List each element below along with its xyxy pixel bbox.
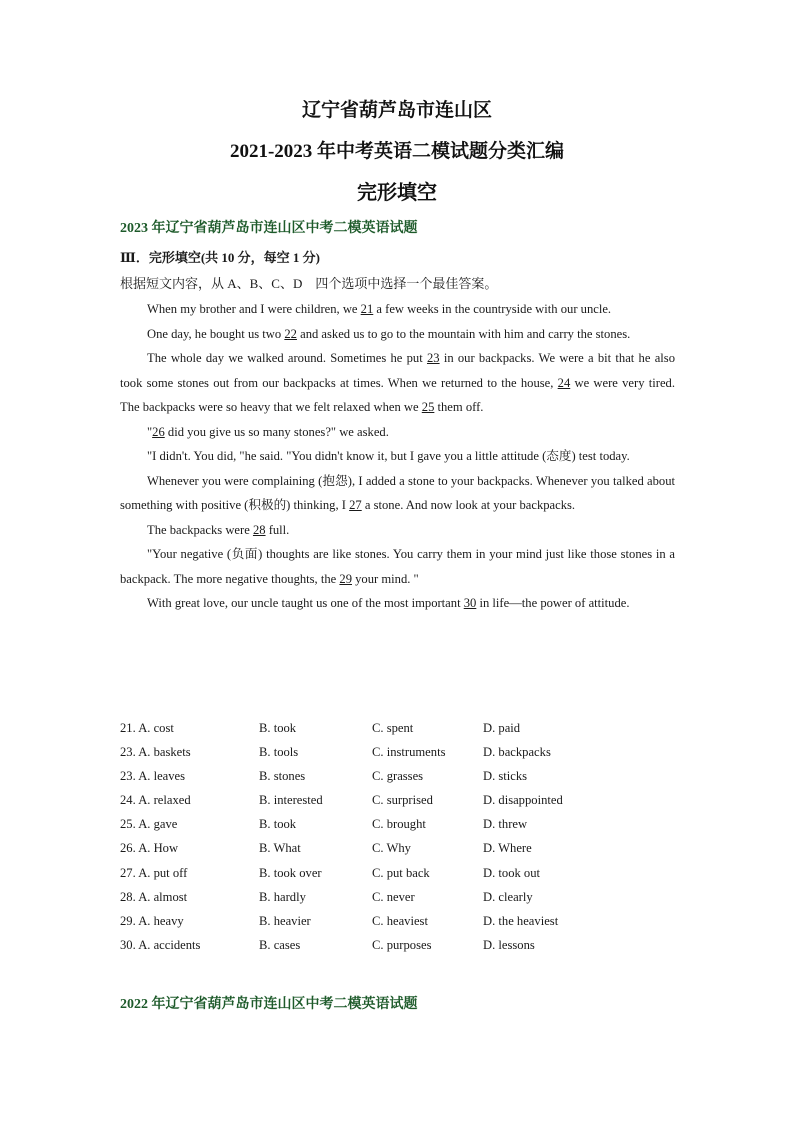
blank-30: 30 <box>463 596 477 610</box>
doc-title-series: 2021-2023 年中考英语二模试题分类汇编 <box>229 141 565 162</box>
option-row: 26. A. How B. What C. Why D. Where <box>120 841 532 856</box>
instruction-text: 根据短文内容，从 A、B、C、D 四个选项中选择一个最佳答案。 <box>120 276 498 291</box>
option-row: 24. A. relaxed B. interested C. surprised D. disappointed <box>120 793 563 808</box>
blank-22: 22 <box>284 326 297 341</box>
part-heading: Ⅲ．完形填空(共 10 分，每空 1 分) <box>120 250 320 265</box>
passage-paragraph: When my brother and I were children, we 21 a few weeks in the countryside with our uncle. <box>147 302 612 316</box>
option-row: 27. A. put off B. took over C. put back D. took out <box>120 865 541 880</box>
passage-paragraph: The backpacks were 28 full. <box>147 522 290 537</box>
doc-title-region: 辽宁省葫芦岛市连山区 <box>301 100 492 121</box>
section-heading-2023: 2023 年辽宁省葫芦岛市连山区中考二模英语试题 <box>120 221 418 236</box>
doc-title-topic: 完形填空 <box>357 182 437 204</box>
passage-paragraph: "I didn't. You did, "he said. "You didn't know it, but I gave you a little attitude (态度) test today. <box>147 449 630 463</box>
option-row: 28. A. almost B. hardly C. never D. clearly <box>120 889 533 904</box>
passage-paragraph: "Your negative (负面) thoughts are like stones. You carry them in your mind just like those stones in a backpack. The more negative thoughts, the 29 your mind. " <box>120 547 675 586</box>
passage-paragraph: With great love, our uncle taught us one of the most important 30 in life—the power of attitude. <box>147 596 630 610</box>
blank-25: 25 <box>421 400 435 414</box>
blank-27: 27 <box>349 498 362 512</box>
blank-23: 23 <box>426 351 440 365</box>
blank-26: 26 <box>152 424 165 439</box>
option-row: 23. A. baskets B. tools C. instruments D. backpacks <box>120 745 551 760</box>
option-row: 29. A. heavy B. heavier C. heaviest D. the heaviest <box>120 913 559 928</box>
passage-paragraph: "26 did you give us so many stones?" we asked. <box>147 424 389 439</box>
passage-paragraph: The whole day we walked around. Sometimes he put 23 in our backpacks. We were a bit that he also took some stones out from our backpacks at times. When we returned to the house, 24 we were very tired. The backpacks were so heavy that we felt relaxed when we 25 them off. <box>120 351 675 414</box>
option-row: 30. A. accidents B. cases C. purposes D. lessons <box>120 937 535 952</box>
options-table <box>120 721 680 962</box>
section-heading-2022: 2022 年辽宁省葫芦岛市连山区中考二模英语试题 <box>120 997 418 1012</box>
option-row: 23. A. leaves B. stones C. grasses D. sticks <box>120 769 528 784</box>
option-row: 21. A. cost B. took C. spent D. paid <box>120 721 521 735</box>
passage-paragraph: One day, he bought us two 22 and asked us to go to the mountain with him and carry the stones. <box>147 326 631 341</box>
blank-28: 28 <box>252 522 266 537</box>
blank-24: 24 <box>557 375 571 390</box>
option-row: 25. A. gave B. took C. brought D. threw <box>120 817 528 832</box>
passage <box>120 297 675 616</box>
blank-29: 29 <box>339 571 352 586</box>
blank-21: 21 <box>360 302 374 316</box>
passage-paragraph: Whenever you were complaining (抱怨), I added a stone to your backpacks. Whenever you talked about something with positive (积极的) thinking, I 27 a stone. And now look at your backpacks. <box>120 473 675 512</box>
